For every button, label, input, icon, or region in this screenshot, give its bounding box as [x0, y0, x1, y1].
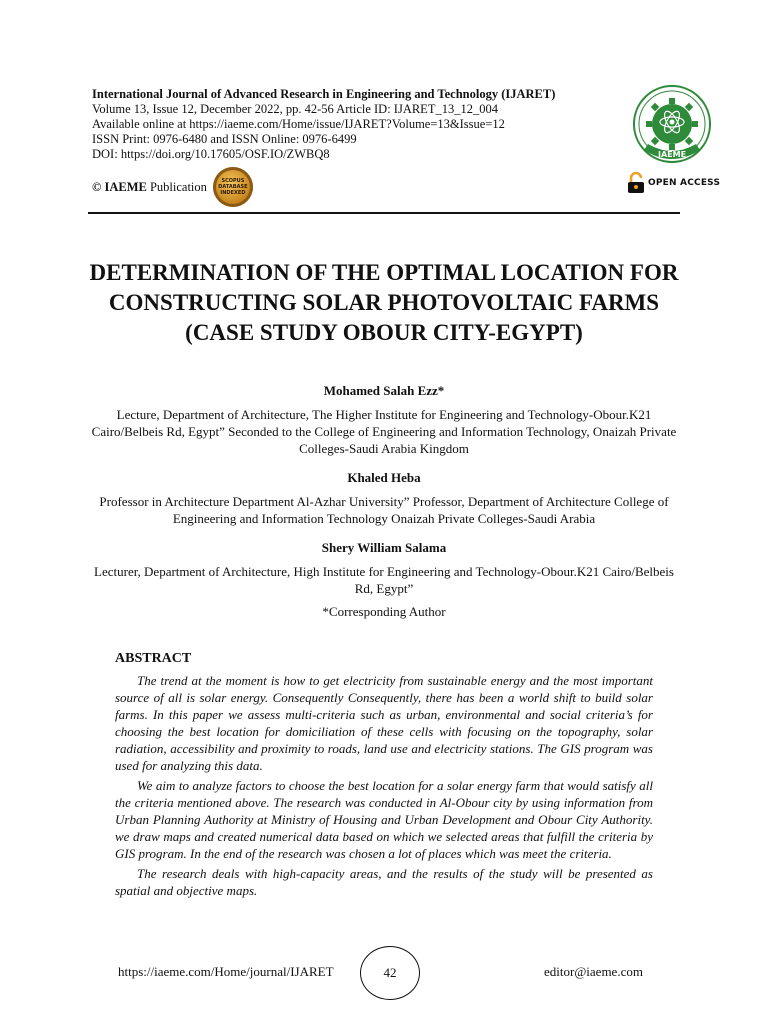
badge-line-3: INDEXED	[220, 190, 246, 196]
journal-name: International Journal of Advanced Research in Engineering and Technology (IJARET)	[92, 87, 556, 101]
volume-info: Volume 13, Issue 12, December 2022, pp. 42-56 Article ID: IJARET_13_12_004	[92, 102, 498, 116]
online-url[interactable]: Available online at https://iaeme.com/Home/issue/IJARET?Volume=13&Issue=12	[92, 117, 505, 131]
publisher-name: © IAEME	[92, 179, 147, 194]
abstract-paragraph: The research deals with high-capacity areas, and the results of the study will be presented as spatial and objective maps.	[115, 866, 653, 898]
publisher-row	[92, 167, 253, 207]
publisher-label	[92, 180, 207, 195]
badge-line-2: DATABASE	[218, 184, 248, 190]
author-affiliation: Lecturer, Department of Architecture, High Institute for Engineering and Technology-Obour.K21 Cairo/Belbeis Rd, Egypt”	[94, 564, 674, 596]
editor-email-link[interactable]: editor@iaeme.com	[544, 964, 643, 979]
doi-link[interactable]: DOI: https://doi.org/10.17605/OSF.IO/ZWBQ8	[92, 147, 330, 161]
author-name: Shery William Salama	[321, 540, 447, 555]
corresponding-author-note: *Corresponding Author	[322, 604, 446, 619]
author-name: Khaled Heba	[347, 470, 421, 485]
author-affiliation: Professor in Architecture Department Al-Azhar University” Professor, Department of Architecture College of Engineering and Information Technology Onaizah Private Colleges-Saudi Arabia	[99, 494, 669, 526]
paper-title: DETERMINATION OF THE OPTIMAL LOCATION FOR CONSTRUCTING SOLAR PHOTOVOLTAIC FARMS (CASE STUDY OBOUR CITY-EGYPT)	[89, 260, 679, 345]
author-block	[84, 382, 684, 620]
journal-header	[92, 86, 632, 162]
journal-url-link[interactable]: https://iaeme.com/Home/journal/IJARET	[118, 964, 334, 979]
abstract-paragraph: The trend at the moment is how to get electricity from sustainable energy and the most important source of all is solar energy. Consequently Consequently, there has been a world shift to build solar farms. In this paper we assess multi-criteria such as urban, environmental and social criteria’s for choosing the best location for domiciliation of these cells with focusing on the topography, solar radiation, accessibility and proximity to roads, land use and electricity stations. The GIS program was used for analyzing this data.	[115, 673, 653, 773]
abstract-paragraph: We aim to analyze factors to choose the best location for a solar energy farm that would satisfy all the criteria mentioned above. The research was conducted in Al-Obour city by using information from Urban Planning Authority at Ministry of Housing and Urban Development and Obour City Authority. we draw maps and created numerical data based on which we selected areas that fulfill the criteria by GIS program. In the end of the research was chosen a lot of places which was meet the criteria.	[115, 778, 653, 861]
publisher-suffix: Publication	[146, 179, 207, 194]
issn-info: ISSN Print: 0976-6480 and ISSN Online: 0976-6499	[92, 132, 357, 146]
author-name: Mohamed Salah Ezz*	[323, 383, 445, 398]
open-access-label: OPEN ACCESS	[648, 178, 721, 188]
page-footer	[0, 946, 768, 1000]
logo-text: IAEME	[657, 150, 687, 159]
page-number: 42	[360, 946, 420, 1000]
author-affiliation: Lecture, Department of Architecture, The Higher Institute for Engineering and Technology-Obour.K21 Cairo/Belbeis Rd, Egypt” Seconded to the College of Engineering and Information Technology, Onaizah Private Colleges-Saudi Arabia Kingdom	[91, 407, 677, 456]
iaeme-logo-icon	[624, 84, 720, 168]
open-access-badge	[627, 172, 720, 194]
header-divider	[88, 212, 680, 214]
badge-line-1: SCOPUS	[221, 178, 245, 184]
abstract-section	[115, 650, 653, 902]
open-lock-icon	[627, 172, 645, 194]
abstract-heading: ABSTRACT	[115, 651, 192, 666]
scopus-badge-icon	[213, 167, 253, 207]
